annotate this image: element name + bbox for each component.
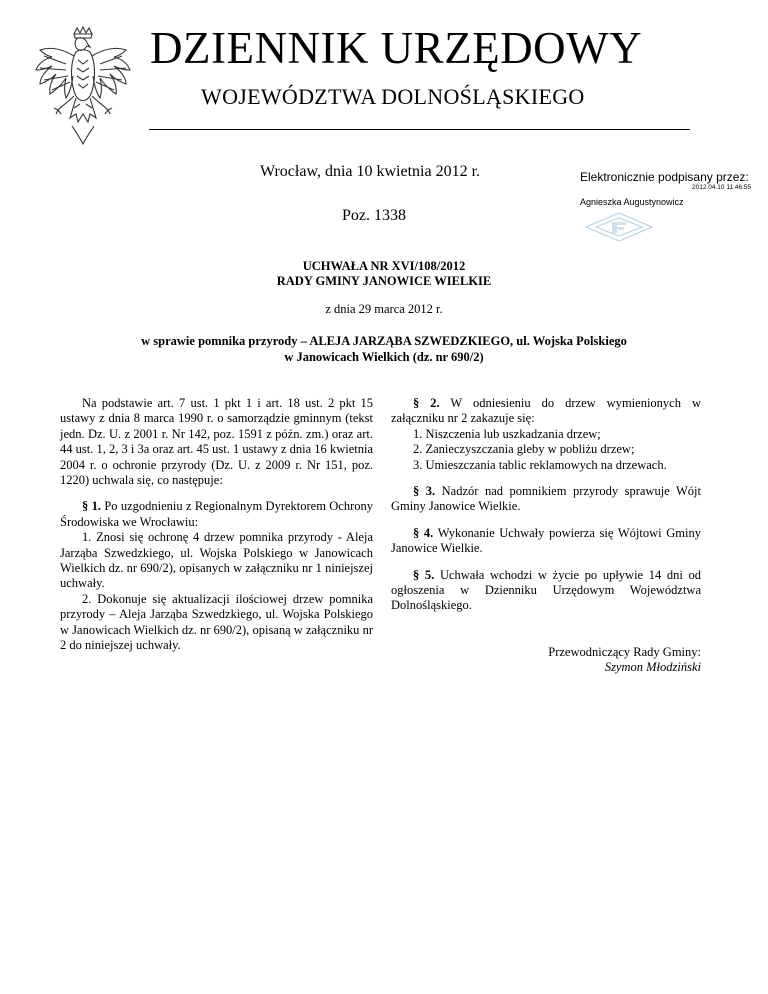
- e-signature-logo-icon: [584, 211, 654, 243]
- section-3: [391, 484, 701, 515]
- resolution-issuer: RADY GMINY JANOWICE WIELKIE: [276, 274, 492, 288]
- section-label: § 1.: [82, 499, 101, 514]
- left-column: [60, 396, 373, 654]
- masthead-divider: [149, 129, 690, 130]
- section-5: [391, 568, 701, 614]
- section-1: [60, 499, 373, 530]
- position-number: Poz. 1338: [342, 207, 406, 224]
- place-date: Wrocław, dnia 10 kwietnia 2012 r.: [260, 163, 481, 180]
- preamble: Na podstawie art. 7 ust. 1 pkt 1 i art. 18 ust. 2 pkt 15 ustawy z dnia 8 marca 1990 r. o samorządzie gminnym (tekst jedn. Dz. U. z 2001 r. Nr 142, poz. 1591 z późn. zm.) oraz art. 44 ust. 1, 2, 3 i 3a oraz art. 45 ust. 1 ustawy z dnia 16 kwietnia 2004 r. o ochronie przyrody (Dz. U. z 2009 r. Nr 151, poz. 1220) uchwala się, co następuje:: [60, 396, 373, 488]
- list-item: 1. Niszczenia lub uszkadzania drzew;: [413, 426, 601, 441]
- list-item: 2. Zanieczyszczania gleby w pobliżu drzew;: [413, 442, 635, 457]
- resolution-subject: [0, 333, 768, 365]
- list-item: 3. Umieszczania tablic reklamowych na drzewach.: [413, 457, 667, 472]
- masthead-subtitle: WOJEWÓDZTWA DOLNOŚLĄSKIEGO: [201, 84, 585, 109]
- e-signature-signer: Agnieszka Augustynowicz: [580, 197, 684, 207]
- section-4: [391, 526, 701, 557]
- resolution-subject-line: w Janowicach Wielkich (dz. nr 690/2): [284, 350, 484, 364]
- list-item: 1. Znosi się ochronę 4 drzew pomnika przyrody - Aleja Jarząba Szwedzkiego, ul. Wojska Polskiego w Janowicach Wielkich dz. nr 690/2), opisanych w załączniku nr 1 niniejszej uchwały.: [60, 530, 373, 591]
- polish-eagle-emblem-icon: [30, 26, 136, 146]
- section-text: Nadzór nad pomnikiem przyrody sprawuje Wójt Gminy Janowice Wielkie.: [391, 484, 702, 514]
- section-text: Po uzgodnieniu z Regionalnym Dyrektorem Ochrony Środowiska we Wrocławiu:: [60, 499, 374, 529]
- signer-role: Przewodniczący Rady Gminy:: [548, 645, 701, 659]
- section-label: § 5.: [413, 567, 435, 582]
- section-text: Uchwała wchodzi w życie po upływie 14 dni od ogłoszenia w Dzienniku Urzędowym Województwa Dolnośląskiego.: [391, 567, 702, 613]
- resolution-title: [0, 259, 768, 289]
- e-signature-timestamp: 2012.04.10 11:46:55: [692, 184, 752, 191]
- e-signature-label: Elektronicznie podpisany przez:: [580, 170, 749, 184]
- resolution-date: z dnia 29 marca 2012 r.: [325, 302, 443, 316]
- section-label: § 2.: [413, 396, 440, 410]
- section-2: [391, 396, 701, 427]
- section-text: W odniesieniu do drzew wymienionych w załączniku nr 2 zakazuje się:: [391, 396, 702, 426]
- section-text: Wykonanie Uchwały powierza się Wójtowi Gminy Janowice Wielkie.: [391, 525, 701, 556]
- section-label: § 4.: [413, 525, 434, 540]
- masthead-title: DZIENNIK URZĘDOWY: [150, 23, 643, 73]
- resolution-number: UCHWAŁA NR XVI/108/2012: [302, 259, 466, 273]
- right-column: [391, 396, 701, 614]
- resolution-subject-line: w sprawie pomnika przyrody – ALEJA JARZĄBA SZWEDZKIEGO, ul. Wojska Polskiego: [141, 334, 627, 348]
- signature-block: [548, 645, 701, 676]
- signer-name: Szymon Młodziński: [604, 660, 701, 675]
- section-label: § 3.: [413, 484, 436, 499]
- list-item: 2. Dokonuje się aktualizacji ilościowej drzew pomnika przyrody – Aleja Jarząba Szwedzkiego, ul. Wojska Polskiego w Janowicach Wielkich dz. nr 690/2), opisaną w załączniku nr 2 do niniejszej uchwały.: [60, 591, 373, 653]
